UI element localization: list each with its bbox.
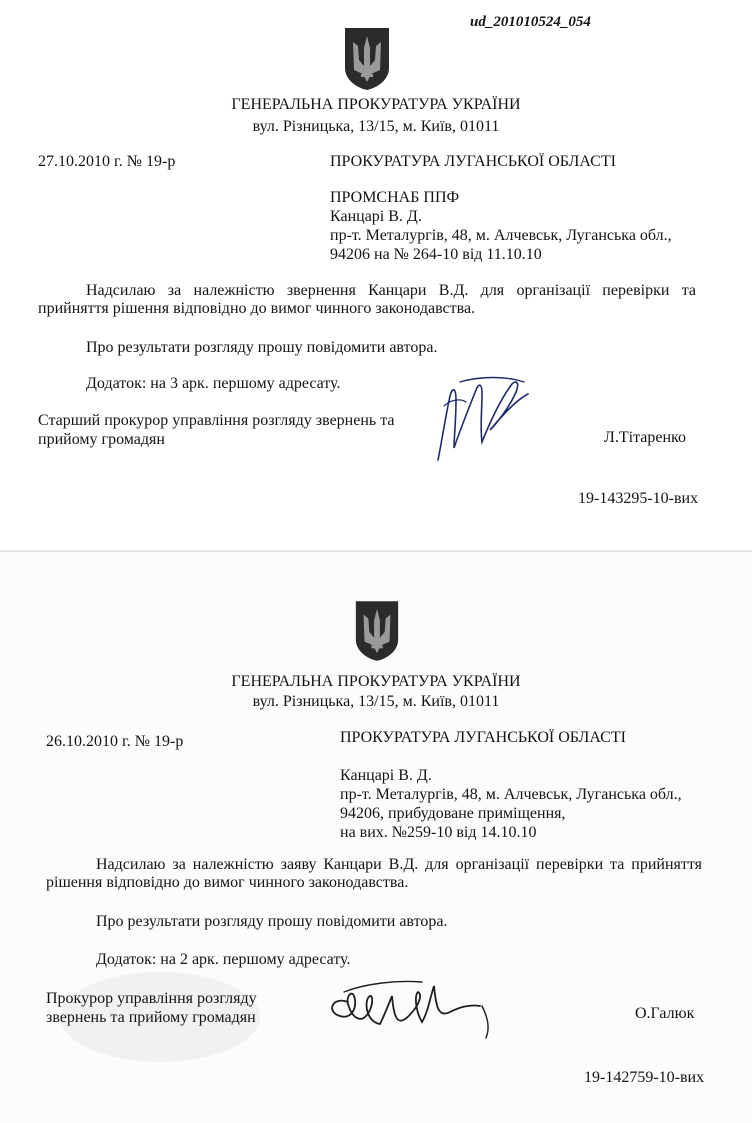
signer-title: звернень та прийому громадян [46,1009,256,1026]
outgoing-number: 19-142759-10-вих [584,1069,705,1086]
trident-emblem-icon [352,598,402,664]
request-paragraph: Про результати розгляду прошу повідомити автора. [86,339,438,356]
date-number: 27.10.2010 г. № 19-р [38,153,176,170]
date-number: 26.10.2010 г. № 19-р [46,733,184,750]
body-paragraph: Надсилаю за належністю заяву Канцари В.Д. для організації перевірки та прийняття рішення відповідно до вимог чинного законодавства. [46,856,702,891]
handwritten-signature-icon [420,370,540,470]
body-paragraph: Надсилаю за належністю звернення Канцари В.Д. для організації перевірки та прийняття рішення відповідно до вимог чинного законодавства. [38,282,696,317]
recipient-line: пр-т. Металургів, 48, м. Алчевськ, Луганська обл., [340,786,682,803]
signer-title: Старший прокурор управління розгляду звернень та [38,412,395,429]
trident-emblem-icon [341,26,393,92]
org-address: вул. Різницька, 13/15, м. Київ, 01011 [252,693,500,710]
org-address: вул. Різницька, 13/15, м. Київ, 01011 [252,118,500,135]
attachment-paragraph: Додаток: на 3 арк. першому адресату. [86,375,341,392]
recipient-line: Канцарі В. Д. [340,767,432,784]
recipient-line: Канцарі В. Д. [330,208,422,225]
outgoing-number: 19-143295-10-вих [578,490,699,507]
recipient-org: ПРОКУРАТУРА ЛУГАНСЬКОЇ ОБЛАСТІ [340,729,626,746]
signer-name: О.Галюк [635,1005,695,1022]
org-title: ГЕНЕРАЛЬНА ПРОКУРАТУРА УКРАЇНИ [231,96,521,113]
recipient-line: на вих. №259-10 від 14.10.10 [340,824,537,841]
recipient-line: 94206 на № 264-10 від 11.10.10 [330,246,542,263]
recipient-line: ПРОМСНАБ ППФ [330,189,460,206]
signer-name: Л.Тітаренко [604,429,686,446]
attachment-paragraph: Додаток: на 2 арк. першому адресату. [96,951,351,968]
handwritten-signature-icon [318,966,498,1046]
recipient-org: ПРОКУРАТУРА ЛУГАНСЬКОЇ ОБЛАСТІ [330,153,616,170]
document-id: ud_201010524_054 [470,14,591,30]
signer-title: Прокурор управління розгляду [46,990,257,1007]
signer-title: прийому громадян [38,431,165,448]
request-paragraph: Про результати розгляду прошу повідомити автора. [96,913,448,930]
recipient-line: пр-т. Металургів, 48, м. Алчевськ, Луганська обл., [330,227,672,244]
letter-2 [0,552,752,1123]
letter-1 [0,0,752,552]
recipient-line: 94206, прибудоване приміщення, [340,805,566,822]
org-title: ГЕНЕРАЛЬНА ПРОКУРАТУРА УКРАЇНИ [231,673,521,690]
